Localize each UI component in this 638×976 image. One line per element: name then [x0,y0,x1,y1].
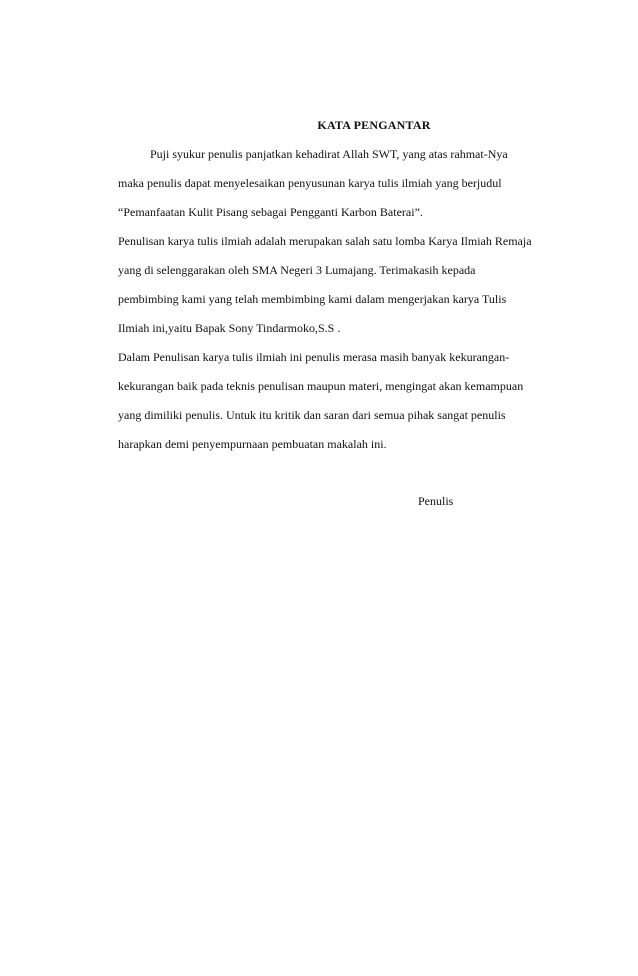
text-line: yang di selenggarakan oleh SMA Negeri 3 Lumajang. Terimakasih kepada [118,263,476,277]
text-line: Penulisan karya tulis ilmiah adalah merupakan salah satu lomba Karya Ilmiah Remaja [118,234,532,248]
text-line: pembimbing kami yang telah membimbing kami dalam mengerjakan karya Tulis [118,292,507,306]
page-title: KATA PENGANTAR [317,118,431,132]
text-line: Ilmiah ini,yaitu Bapak Sony Tindarmoko,S.S . [118,321,341,335]
document-body [118,144,558,463]
text-line: “Pemanfaatan Kulit Pisang sebagai Pengganti Karbon Baterai”. [118,205,423,219]
text-line: harapkan demi penyempurnaan pembuatan makalah ini. [118,437,387,451]
text-line: maka penulis dapat menyelesaikan penyusunan karya tulis ilmiah yang berjudul [118,176,502,190]
text-line: kekurangan baik pada teknis penulisan maupun materi, mengingat akan kemampuan [118,379,524,393]
text-line: Dalam Penulisan karya tulis ilmiah ini penulis merasa masih banyak kekurangan- [118,350,510,364]
signature-label: Penulis [418,494,454,508]
text-line: yang dimiliki penulis. Untuk itu kritik dan saran dari semua pihak sangat penulis [118,408,506,422]
text-line: Puji syukur penulis panjatkan kehadirat Allah SWT, yang atas rahmat-Nya [150,147,508,161]
